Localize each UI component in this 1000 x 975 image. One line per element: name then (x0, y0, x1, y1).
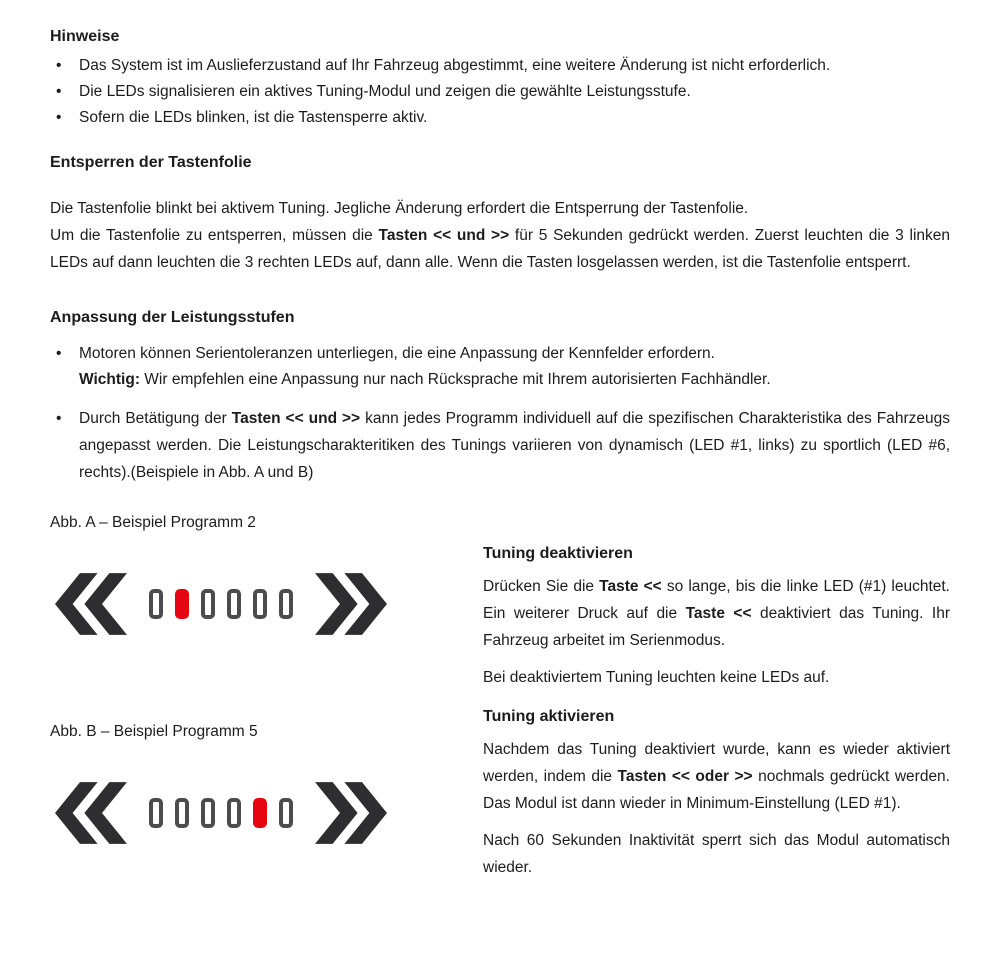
text-run: Durch Betätigung der (79, 410, 232, 427)
text-run: Um die Tastenfolie zu entsperren, müssen die (50, 227, 379, 244)
list-item (50, 53, 950, 79)
section-anpassung (50, 308, 950, 486)
text-run: nochmals gedrückt werden. Das Modul ist dann wieder in Minimum-Einstellung (LED #1). (483, 768, 950, 812)
bullet-marker: • (56, 83, 62, 100)
figure-b-led-display (55, 778, 483, 848)
anpassung-list (50, 341, 950, 486)
figure-b-caption: Abb. B – Beispiel Programm 5 (50, 723, 258, 740)
bullet-marker: • (56, 410, 62, 427)
aktivieren-paragraph-1 (483, 736, 950, 817)
deaktivieren-title: Tuning deaktivieren (483, 545, 633, 562)
led-indicator-5-active (253, 798, 267, 828)
led-indicator-1 (149, 798, 163, 828)
entsperren-line-2 (50, 222, 950, 276)
text-run: deaktiviert das Tuning. Ihr Fahrzeug arbeitet im Serienmodus. (483, 605, 950, 649)
section-entsperren (50, 153, 950, 276)
deaktivieren-paragraph-1 (483, 573, 950, 654)
double-chevron-right-icon (315, 569, 387, 639)
entsperren-paragraph (50, 195, 950, 276)
figure-a-caption: Abb. A – Beispiel Programm 2 (50, 514, 256, 531)
anpassung-wichtig-label: Wichtig: (79, 371, 140, 388)
double-chevron-left-icon (55, 778, 127, 848)
bold-text-run: Tasten << oder >> (617, 768, 753, 785)
list-item (50, 105, 950, 131)
led-indicator-6 (279, 589, 293, 619)
entsperren-title: Entsperren der Tastenfolie (50, 154, 252, 171)
bold-text-run: Tasten << und >> (231, 410, 361, 427)
entsperren-line-1: Die Tastenfolie blinkt bei aktivem Tuning. Jegliche Änderung erfordert die Entsperrung der Tastenfolie. (50, 200, 749, 217)
hinweise-bullet-2: Die LEDs signalisieren ein aktives Tuning-Modul und zeigen die gewählte Leistungsstufe. (79, 83, 691, 100)
aktivieren-paragraph-2: Nach 60 Sekunden Inaktivität sperrt sich das Modul automatisch wieder. (483, 832, 950, 876)
figure-a-led-display (55, 569, 483, 639)
figures-column (50, 513, 483, 881)
led-indicator-1 (149, 589, 163, 619)
hinweise-title: Hinweise (50, 28, 120, 45)
led-strip-a (149, 589, 293, 619)
led-indicator-3 (201, 589, 215, 619)
hinweise-bullet-1: Das System ist im Auslieferzustand auf Ihr Fahrzeug abgestimmt, eine weitere Änderung ist nicht erforderlich. (79, 57, 831, 74)
section-hinweise (50, 27, 950, 131)
text-run: für 5 Sekunden gedrückt werden. Zuerst leuchten die 3 linken LEDs auf dann leuchten die 3 rechten LEDs auf, dann alle. Wenn die Tasten losgelassen werden, ist die Tastenfolie entsperrt. (50, 227, 950, 271)
led-indicator-2 (175, 798, 189, 828)
text-run: kann jedes Programm individuell auf die spezifischen Charakteristika des Fahrzeugs angepasst werden. Die Leistungscharakteritiken des Tunings variieren von dynamisch (LED #1, links) zu sportlich (LED #6, rechts).(Beispiele in Abb. A und B) (79, 410, 950, 481)
anpassung-title: Anpassung der Leistungsstufen (50, 309, 295, 326)
led-indicator-3 (201, 798, 215, 828)
led-indicator-2-active (175, 589, 189, 619)
bullet-marker: • (56, 57, 62, 74)
double-chevron-right-icon (315, 778, 387, 848)
figures-and-instructions (50, 513, 950, 881)
text-run: Drücken Sie die (483, 578, 600, 595)
led-indicator-4 (227, 589, 241, 619)
double-chevron-left-icon (55, 569, 127, 639)
bold-text-run: Taste << (685, 605, 752, 622)
anpassung-bullet-1-rest: Wir empfehlen eine Anpassung nur nach Rücksprache mit Ihrem autorisierten Fachhändler. (140, 371, 771, 388)
bold-text-run: Tasten << und >> (378, 227, 510, 244)
list-item (50, 341, 950, 393)
bullet-marker: • (56, 109, 62, 126)
led-indicator-4 (227, 798, 241, 828)
led-indicator-5 (253, 589, 267, 619)
list-item (50, 405, 950, 486)
text-run: so lange, bis die linke LED (#1) leuchtet. Ein weiterer Druck auf die (483, 578, 950, 622)
hinweise-list (50, 53, 950, 131)
bold-text-run: Taste << (599, 578, 662, 595)
anpassung-bullet-1-line-1: Motoren können Serientoleranzen unterliegen, die eine Anpassung der Kennfelder erfordern. (79, 345, 715, 362)
hinweise-bullet-3: Sofern die LEDs blinken, ist die Tastensperre aktiv. (79, 109, 428, 126)
aktivieren-title: Tuning aktivieren (483, 708, 615, 725)
bullet-marker: • (56, 345, 62, 362)
instructions-column (483, 544, 950, 881)
led-indicator-6 (279, 798, 293, 828)
deaktivieren-paragraph-2: Bei deaktiviertem Tuning leuchten keine LEDs auf. (483, 669, 830, 686)
list-item (50, 79, 950, 105)
led-strip-b (149, 798, 293, 828)
text-run: Nachdem das Tuning deaktiviert wurde, kann es wieder aktiviert werden, indem die (483, 741, 950, 785)
